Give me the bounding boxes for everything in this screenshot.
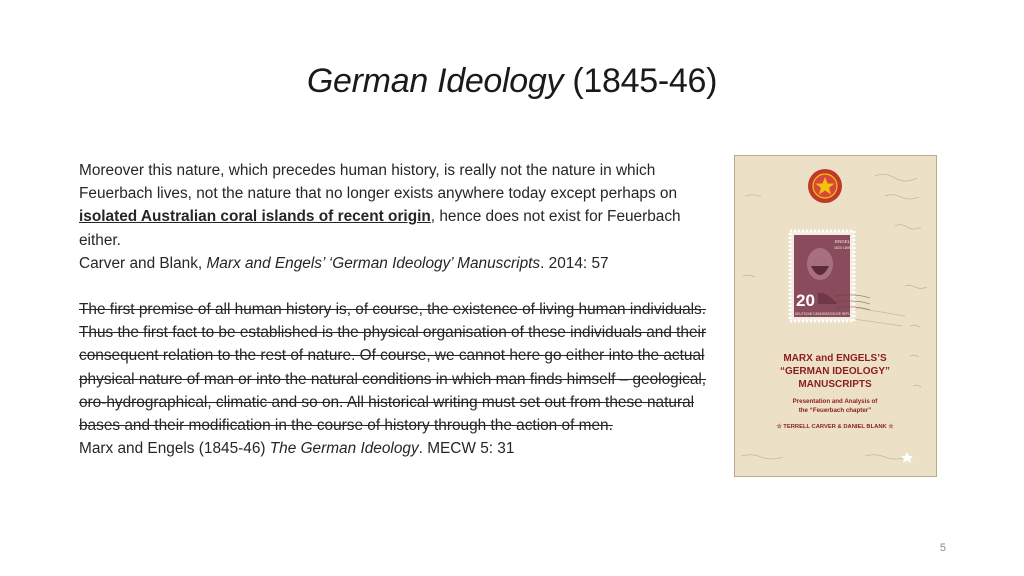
citation2-title: The German Ideology: [269, 440, 419, 458]
quote-first-premise: The first premise of all human history is, of course, the existence of living human individuals. Thus the first fact to be established is the physical organisation of these individuals and their consequent relation to the rest of nature. Of course, we cannot here go either into the actual physical nature of man or into the natural conditions in which man finds himself – geological, oro-hydrographical, climatic and so on. All historical writing must set out from these natural bases and their modification in the course of history through the action of men.: [79, 301, 707, 435]
quote1-post: , hence does not exist for Feuerbach either.: [79, 208, 681, 249]
stamp-caption: DEUTSCHE DEMOKRATISCHE REPUBLIK: [795, 312, 858, 316]
book-title-line3: MANUSCRIPTS: [798, 379, 872, 390]
book-title-line2: “GERMAN IDEOLOGY”: [779, 366, 891, 377]
publisher-logo-icon: [901, 452, 913, 463]
book-title-line1: MARX and ENGELS’S: [783, 353, 887, 364]
page-number: 5: [939, 542, 946, 554]
stamp-years: 1820 1895: [834, 246, 851, 250]
book-authors: ☆ TERRELL CARVER & DANIEL BLANK ☆: [776, 424, 894, 430]
quote1-highlight: isolated Australian coral islands of recent origin: [79, 208, 431, 226]
citation1-title: Marx and Engels’ ‘German Ideology’ Manuscripts: [206, 254, 541, 272]
stamp-value: 20: [796, 291, 815, 310]
quote1-pre: Moreover this nature, which precedes human history, is really not the nature in which Feuerbach lives, not the nature that no longer exists anywhere today except perhaps on: [79, 162, 678, 203]
book-title: [777, 353, 895, 430]
book-subtitle-line2: the “Feuerbach chapter”: [798, 407, 872, 414]
citation1-post: . 2014: 57: [540, 254, 609, 272]
book-subtitle-line1: Presentation and Analysis of: [792, 398, 878, 405]
quote-feuerbach: [79, 159, 709, 252]
title-years: (1845-46): [563, 62, 718, 100]
citation1-pre: Carver and Blank,: [79, 254, 207, 272]
stamp-name: ENGELS: [835, 239, 854, 244]
red-badge-icon: [808, 169, 842, 203]
citation2-pre: Marx and Engels (1845-46): [79, 440, 270, 458]
citation2-post: . MECW 5: 31: [418, 440, 515, 458]
citation-mecw: [79, 437, 709, 460]
title-italic: German Ideology: [306, 62, 564, 100]
paragraph-gap: [79, 275, 709, 298]
book-cover-image: [734, 155, 937, 477]
slide-title: [0, 62, 1024, 101]
body-text: [79, 159, 709, 460]
citation-carver-blank: [79, 252, 709, 275]
book-cover-art: [735, 156, 936, 476]
